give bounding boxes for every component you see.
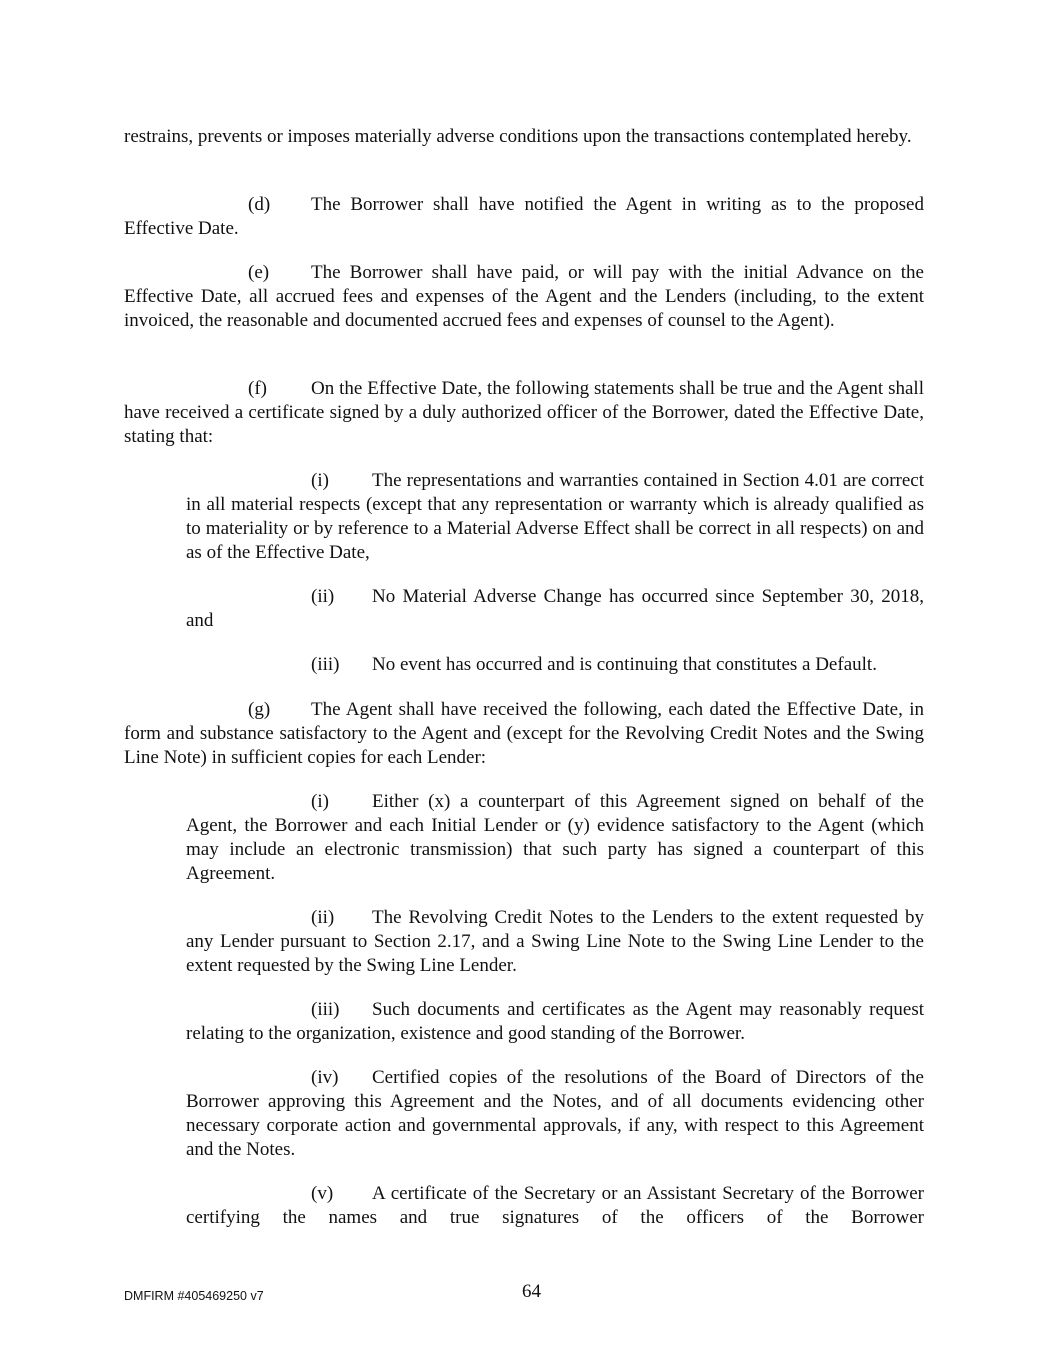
paragraph-label: (g) <box>248 699 271 720</box>
subparagraph-g-v <box>186 1182 924 1230</box>
paragraph-text: Certified copies of the resolutions of the Board of Directors of the Borrower approving this Agreement and the Notes, and of all documents evidencing other necessary corporate action and governmental approvals, if any, with respect to this Agreement and the Notes. <box>186 1067 924 1160</box>
paragraph-text: On the Effective Date, the following statements shall be true and the Agent shall have received a certificate signed by a duly authorized officer of the Borrower, dated the Effective Date, stating that: <box>124 378 924 447</box>
paragraph-continuation <box>124 125 924 149</box>
paragraph-label: (i) <box>311 791 329 812</box>
paragraph-label: (e) <box>248 262 270 283</box>
paragraph-label: (d) <box>248 194 271 215</box>
paragraph-d <box>124 193 924 241</box>
subparagraph-g-i <box>186 790 924 886</box>
page-number: 64 <box>522 1281 541 1302</box>
paragraph-label: (v) <box>311 1183 334 1204</box>
paragraph-text: The Revolving Credit Notes to the Lenders to the extent requested by any Lender pursuant to Section 2.17, and a Swing Line Note to the Swing Line Lender to the extent requested by the Swing Line Lender. <box>186 907 924 976</box>
paragraph-label: (ii) <box>311 586 335 607</box>
subparagraph-g-iv <box>186 1066 924 1162</box>
paragraph-label: (f) <box>248 378 267 399</box>
subparagraph-g-ii <box>186 906 924 978</box>
paragraph-label: (iii) <box>311 999 340 1020</box>
paragraph-f <box>124 377 924 449</box>
subparagraph-f-iii <box>186 653 924 677</box>
paragraph-text: No event has occurred and is continuing that constitutes a Default. <box>372 654 877 675</box>
paragraph-label: (iii) <box>311 654 340 675</box>
paragraph-label: (ii) <box>311 907 335 928</box>
footer-document-id: DMFIRM #405469250 v7 <box>124 1289 264 1303</box>
paragraph-text: No Material Adverse Change has occurred since September 30, 2018, and <box>186 586 924 631</box>
paragraph-text: Either (x) a counterpart of this Agreement signed on behalf of the Agent, the Borrower and each Initial Lender or (y) evidence satisfactory to the Agent (which may include an electronic transmission) that such party has signed a counterpart of this Agreement. <box>186 791 924 884</box>
subparagraph-f-i <box>186 469 924 565</box>
paragraph-text: restrains, prevents or imposes materially adverse conditions upon the transactions contemplated hereby. <box>124 126 912 147</box>
paragraph-text: The Agent shall have received the following, each dated the Effective Date, in form and substance satisfactory to the Agent and (except for the Revolving Credit Notes and the Swing Line Note) in sufficient copies for each Lender: <box>124 699 924 768</box>
paragraph-text: The Borrower shall have paid, or will pay with the initial Advance on the Effective Date, all accrued fees and expenses of the Agent and the Lenders (including, to the extent invoiced, the reasonable and documented accrued fees and expenses of counsel to the Agent). <box>124 262 924 331</box>
paragraph-text: The representations and warranties contained in Section 4.01 are correct in all material respects (except that any representation or warranty which is already qualified as to materiality or by reference to a Material Adverse Effect shall be correct in all respects) on and as of the Effective Date, <box>186 470 924 563</box>
paragraph-text: The Borrower shall have notified the Agent in writing as to the proposed Effective Date. <box>124 194 924 239</box>
subparagraph-f-ii <box>186 585 924 633</box>
paragraph-g <box>124 698 924 770</box>
paragraph-e <box>124 261 924 333</box>
paragraph-text: A certificate of the Secretary or an Assistant Secretary of the Borrower certifying the names and true signatures of the officers of the Borrower <box>186 1183 924 1228</box>
subparagraph-g-iii <box>186 998 924 1046</box>
paragraph-label: (iv) <box>311 1067 339 1088</box>
paragraph-text: Such documents and certificates as the Agent may reasonably request relating to the organization, existence and good standing of the Borrower. <box>186 999 924 1044</box>
paragraph-label: (i) <box>311 470 329 491</box>
